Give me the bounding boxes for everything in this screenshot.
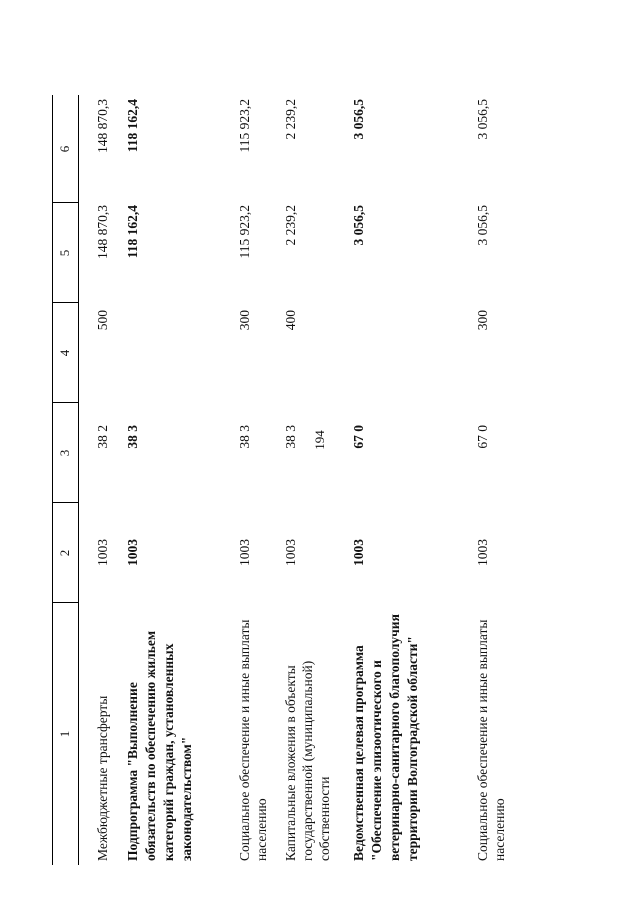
- row-program-code: 38 2: [95, 425, 110, 449]
- row-expense-type: 500: [95, 310, 110, 331]
- header-col-4: 4: [57, 349, 72, 357]
- row-program-code: 67 0: [351, 425, 366, 449]
- row-amount-5: 118 162,4: [125, 205, 140, 259]
- row-program-code: 38 3: [125, 425, 140, 449]
- row-name: Капитальные вложения в объекты государственной (муниципальной) собственности: [283, 660, 332, 861]
- row-section-code: 1003: [475, 539, 490, 566]
- row-program-code: 38 3: [283, 425, 298, 449]
- header-col-1: 1: [57, 730, 72, 738]
- header-col-3: 3: [57, 449, 72, 457]
- row-amount-6: 148 870,3: [95, 99, 110, 153]
- row-section-code: 1003: [125, 539, 140, 566]
- row-expense-type: 300: [475, 310, 490, 331]
- row-amount-5: 3 056,5: [475, 205, 490, 246]
- row-amount-5: 115 923,2: [237, 205, 252, 259]
- row-amount-6: 115 923,2: [237, 99, 252, 153]
- row-expense-type: 300: [237, 310, 252, 331]
- header-col-2: 2: [57, 549, 72, 557]
- row-amount-5: 2 239,2: [283, 205, 298, 246]
- row-name: Межбюджетные трансферты: [95, 695, 110, 861]
- row-amount-6: 3 056,5: [351, 99, 366, 140]
- row-name: Социальное обеспечение и иные выплаты населению: [237, 619, 269, 861]
- header-col-5: 5: [57, 249, 72, 257]
- row-name: Подпрограмма "Выполнение обязательств по обеспечению жильем категорий граждан, установленных законодательством": [125, 630, 194, 861]
- row-amount-6: 118 162,4: [125, 99, 140, 153]
- budget-table: [52, 95, 512, 865]
- page-number: 194: [312, 430, 327, 450]
- row-expense-type: 400: [283, 310, 298, 331]
- row-name: Ведомственная целевая программа "Обеспечение эпизоотического и ветеринарно-санитарного благополучия территории Волгоградской области": [351, 614, 420, 861]
- row-program-code: 67 0: [475, 425, 490, 449]
- row-amount-6: 3 056,5: [475, 99, 490, 140]
- row-section-code: 1003: [351, 539, 366, 566]
- row-program-code: 38 3: [237, 425, 252, 449]
- header-bottom-border: [78, 95, 79, 865]
- row-section-code: 1003: [283, 539, 298, 566]
- row-section-code: 1003: [237, 539, 252, 566]
- header-col-6: 6: [57, 145, 72, 153]
- row-amount-6: 2 239,2: [283, 99, 298, 140]
- row-amount-5: 148 870,3: [95, 205, 110, 259]
- row-section-code: 1003: [95, 539, 110, 566]
- row-name: Социальное обеспечение и иные выплаты населению: [475, 619, 507, 861]
- row-amount-5: 3 056,5: [351, 205, 366, 246]
